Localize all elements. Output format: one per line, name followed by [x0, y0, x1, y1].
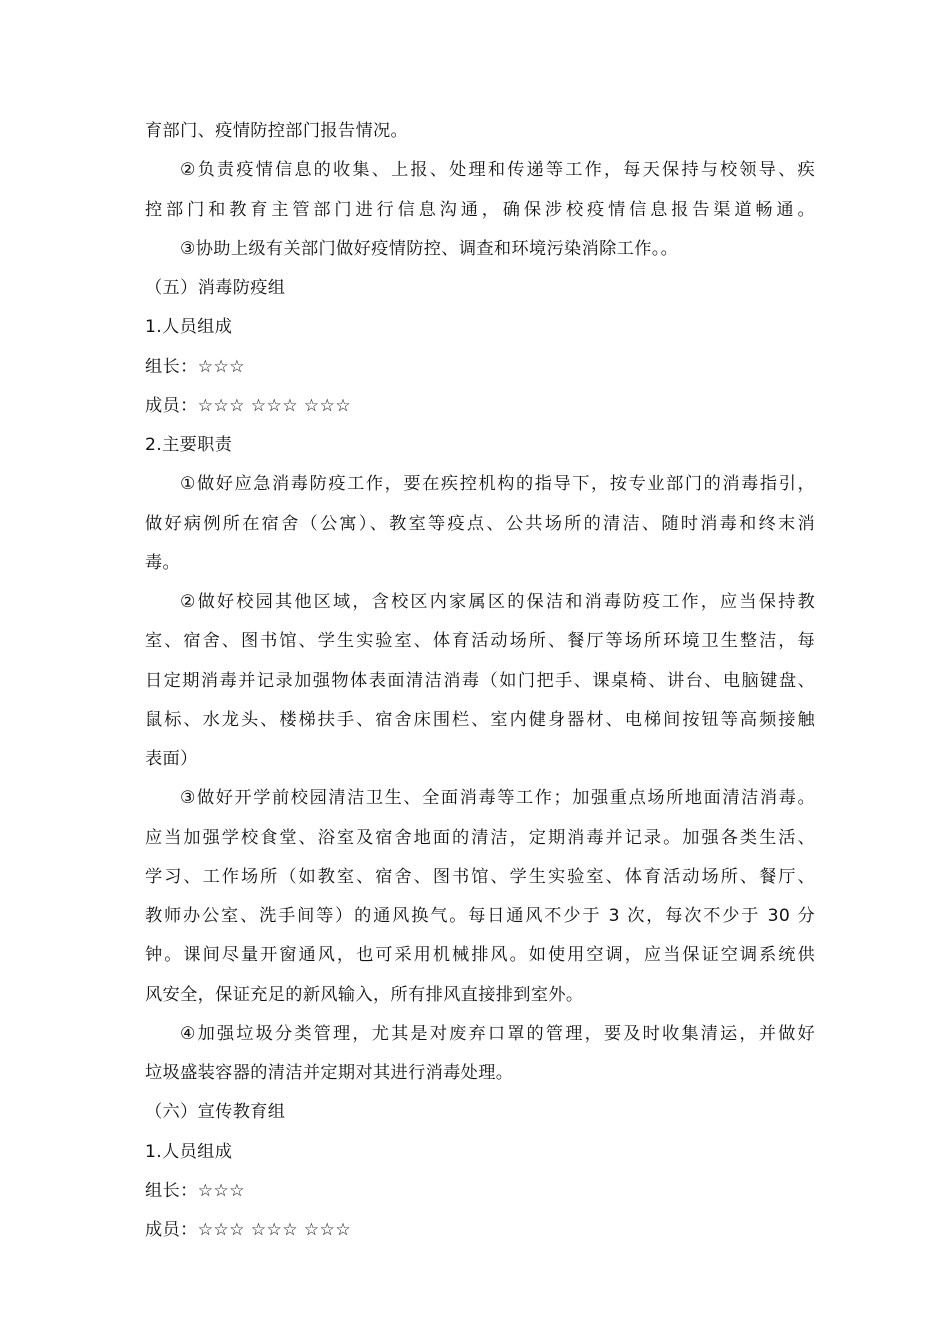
paragraph-line: 室、宿舍、图书馆、学生实验室、体育活动场所、餐厅等场所环境卫生整洁，每	[145, 631, 815, 652]
paragraph-line: ①做好应急消毒防疫工作，要在疾控机构的指导下，按专业部门的消毒指引，	[180, 474, 815, 495]
paragraph-line: ③做好开学前校园清洁卫生、全面消毒等工作；加强重点场所地面清洁消毒。	[180, 788, 815, 809]
team-leader-line: 组长：☆☆☆	[145, 1180, 245, 1201]
team-members-line: 成员：☆☆☆ ☆☆☆ ☆☆☆	[145, 1220, 352, 1240]
team-members-line: 成员：☆☆☆ ☆☆☆ ☆☆☆	[145, 395, 352, 416]
paragraph-line: ③协助上级有关部门做好疫情防控、调查和环境污染消除工作。。	[180, 238, 679, 259]
paragraph-line: 垃圾盛装容器的清洁并定期对其进行消毒处理。	[145, 1063, 514, 1083]
paragraph-line: ②做好校园其他区域，含校区内家属区的保洁和消毒防疫工作，应当保持教	[180, 592, 815, 612]
section-heading: （六）宣传教育组	[145, 1102, 286, 1123]
team-leader-line: 组长：☆☆☆	[145, 356, 245, 377]
paragraph-line: 控部门和教育主管部门进行信息沟通，确保涉校疫情信息报告渠道畅通。	[145, 199, 815, 220]
paragraph-line: 表面）	[145, 749, 198, 769]
paragraph-line: 学习、工作场所（如教室、宿舍、图书馆、学生实验室、体育活动场所、餐厅、	[145, 866, 815, 887]
paragraph-line: 鼠标、水龙头、楼梯扶手、宿舍床围栏、室内健身器材、电梯间按钮等高频接触	[145, 709, 815, 730]
document-body	[145, 112, 815, 1250]
subsection-heading: 1.人员组成	[145, 317, 233, 338]
section-heading: （五）消毒防疫组	[145, 278, 286, 298]
paragraph-line: ②负责疫情信息的收集、上报、处理和传递等工作，每天保持与校领导、疾	[180, 160, 815, 181]
subsection-heading: 2.主要职责	[145, 435, 233, 455]
paragraph-line: 钟。课间尽量开窗通风，也可采用机械排风。如使用空调，应当保证空调系统供	[145, 945, 815, 966]
paragraph-line: 风安全，保证充足的新风输入，所有排风直接排到室外。	[145, 984, 584, 1005]
subsection-heading: 1.人员组成	[145, 1141, 233, 1162]
paragraph-line: 毒。	[145, 552, 181, 573]
paragraph-line: 育部门、疫情防控部门报告情况。	[145, 121, 409, 141]
paragraph-line: 做好病例所在宿舍（公寓）、教室等疫点、公共场所的清洁、随时消毒和终末消	[145, 513, 815, 534]
paragraph-line: 教师办公室、洗手间等）的通风换气。每日通风不少于 3 次，每次不少于 30 分	[145, 906, 815, 926]
paragraph-line: 应当加强学校食堂、浴室及宿舍地面的清洁，定期消毒并记录。加强各类生活、	[145, 827, 815, 848]
paragraph-line: ④加强垃圾分类管理，尤其是对废弃口罩的管理，要及时收集清运，并做好	[180, 1023, 815, 1044]
paragraph-line: 日定期消毒并记录加强物体表面清洁消毒（如门把手、课桌椅、讲台、电脑键盘、	[145, 670, 815, 691]
